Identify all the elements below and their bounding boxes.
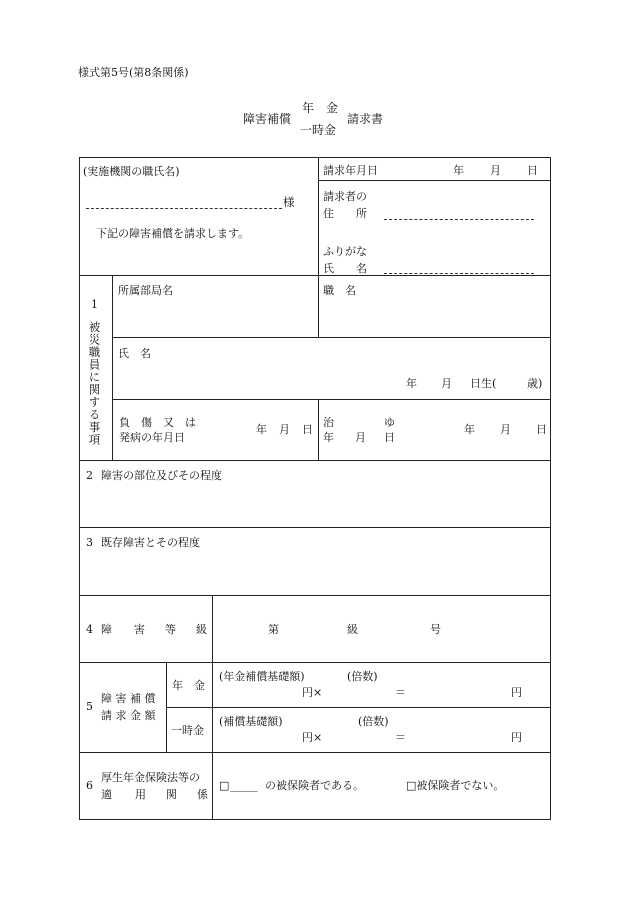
section4-label-char2: 害 xyxy=(134,623,145,636)
section6-label-char2: 用 xyxy=(135,788,146,801)
section2-label: 障害の部位及びその程度 xyxy=(101,469,222,482)
annuity-label: 年 金 xyxy=(172,679,205,692)
injury-date-month[interactable]: 月 xyxy=(279,423,290,436)
section1-number: 1 xyxy=(91,298,98,311)
divider-section5 xyxy=(79,752,551,753)
person-name-label: 氏 名 xyxy=(118,347,151,360)
section3-label: 既存障害とその程度 xyxy=(101,536,200,549)
title-option-annuity: 年 金 xyxy=(302,101,339,115)
cure-date-year[interactable]: 年 xyxy=(464,423,475,436)
section1-row2-line xyxy=(112,399,551,400)
form-number: 様式第5号(第8条関係) xyxy=(78,66,189,79)
claimant-name-line[interactable] xyxy=(384,273,534,274)
section5-mid-line xyxy=(166,707,551,708)
dept-label: 所属部局名 xyxy=(118,284,173,297)
section6-label-char3: 関 xyxy=(166,788,177,801)
annuity-multiplier-label: (倍数) xyxy=(347,670,378,683)
section4-label-char4: 級 xyxy=(196,623,207,636)
insured-option-text: の被保険者である。 xyxy=(265,779,364,792)
section1-title: 被災職員に関する事項 xyxy=(87,321,102,446)
lump-sum-label: 一時金 xyxy=(171,724,204,737)
agency-name-line[interactable] xyxy=(86,208,282,209)
section6-label-char4: 係 xyxy=(197,788,208,801)
position-label: 職 名 xyxy=(323,284,356,297)
request-date-label: 請求年月日 xyxy=(323,164,378,177)
lump-sum-equals: ＝ xyxy=(395,731,406,744)
grade-dai: 第 xyxy=(268,623,279,636)
furigana-label: ふりがな xyxy=(323,245,367,258)
injury-date-day[interactable]: 日 xyxy=(302,423,313,436)
title-suffix: 請求書 xyxy=(347,112,384,126)
insured-checkbox[interactable]: □ xyxy=(219,779,230,792)
address-label: 住 所 xyxy=(323,207,367,220)
request-text: 下記の障害補償を請求します。 xyxy=(96,227,250,240)
annuity-equals: ＝ xyxy=(395,686,406,699)
birth-day-age-open[interactable]: 日生( xyxy=(470,377,497,390)
birth-month[interactable]: 月 xyxy=(441,377,452,390)
section6-label-char1: 適 xyxy=(101,788,112,801)
claimant-label: 請求者の xyxy=(323,190,367,203)
lump-sum-base-label: (補償基礎額) xyxy=(219,715,283,728)
section5-number: 5 xyxy=(86,700,93,713)
divider-section4 xyxy=(79,662,551,663)
cure-label-day: 日 xyxy=(384,431,395,444)
cure-label-b: ゆ xyxy=(384,416,395,429)
section2-number: 2 xyxy=(86,469,93,482)
injury-label-line1: 負 傷 又 は xyxy=(119,416,196,429)
section6-label-line1: 厚生年金保険法等の xyxy=(101,771,200,784)
grade-go[interactable]: 号 xyxy=(430,623,441,636)
title-option-lump-sum: 一時金 xyxy=(300,123,337,137)
injury-label-line2: 発病の年月日 xyxy=(119,431,185,444)
section4-label-char3: 等 xyxy=(165,623,176,636)
lump-sum-multiplier-label: (倍数) xyxy=(358,715,389,728)
sama-label: 様 xyxy=(283,195,295,209)
claimant-name-label: 氏 名 xyxy=(323,262,367,275)
insured-scheme-blank[interactable]: _____ xyxy=(230,779,258,792)
divider-section3 xyxy=(79,595,551,596)
cure-label-year: 年 xyxy=(323,431,334,444)
section4-label-char1: 障 xyxy=(101,623,112,636)
injury-date-year[interactable]: 年 xyxy=(256,423,267,436)
section1-injury-divider xyxy=(318,399,319,460)
request-date-year[interactable]: 年 xyxy=(453,164,464,177)
section6-number: 6 xyxy=(86,779,93,792)
section5-label-line2: 請 求 金 額 xyxy=(101,709,156,722)
header-date-line xyxy=(318,180,551,181)
section3-number: 3 xyxy=(86,536,93,549)
age-close[interactable]: 歳) xyxy=(527,377,543,390)
annuity-base-label: (年金補償基礎額) xyxy=(219,670,305,683)
section5-label-line1: 障 害 補 償 xyxy=(101,692,156,705)
birth-year[interactable]: 年 xyxy=(406,377,417,390)
grade-kyu[interactable]: 級 xyxy=(347,623,358,636)
lump-sum-yen[interactable]: 円 xyxy=(511,731,522,744)
request-date-day[interactable]: 日 xyxy=(527,164,538,177)
divider-section2 xyxy=(79,527,551,528)
cure-date-day[interactable]: 日 xyxy=(536,423,547,436)
address-line[interactable] xyxy=(384,219,534,220)
section4-number: 4 xyxy=(86,623,93,636)
section1-dept-divider xyxy=(318,275,319,337)
annuity-yen-times[interactable]: 円× xyxy=(302,686,323,699)
section1-left-column xyxy=(112,275,113,460)
section3-field[interactable] xyxy=(80,552,550,594)
cure-date-month[interactable]: 月 xyxy=(500,423,511,436)
divider-header xyxy=(79,275,551,276)
lump-sum-yen-times[interactable]: 円× xyxy=(302,731,323,744)
agency-label: (実施機関の職氏名) xyxy=(83,165,180,178)
request-date-month[interactable]: 月 xyxy=(490,164,501,177)
annuity-yen[interactable]: 円 xyxy=(511,686,522,699)
section1-row1-line xyxy=(112,337,551,338)
title-prefix: 障害補償 xyxy=(243,112,292,126)
not-insured-option[interactable]: □被保険者でない。 xyxy=(406,779,505,792)
cure-label-month: 月 xyxy=(355,431,366,444)
section2-field[interactable] xyxy=(80,485,550,526)
header-vertical xyxy=(318,157,319,275)
cure-label-a: 治 xyxy=(323,416,334,429)
divider-section1 xyxy=(79,460,551,461)
